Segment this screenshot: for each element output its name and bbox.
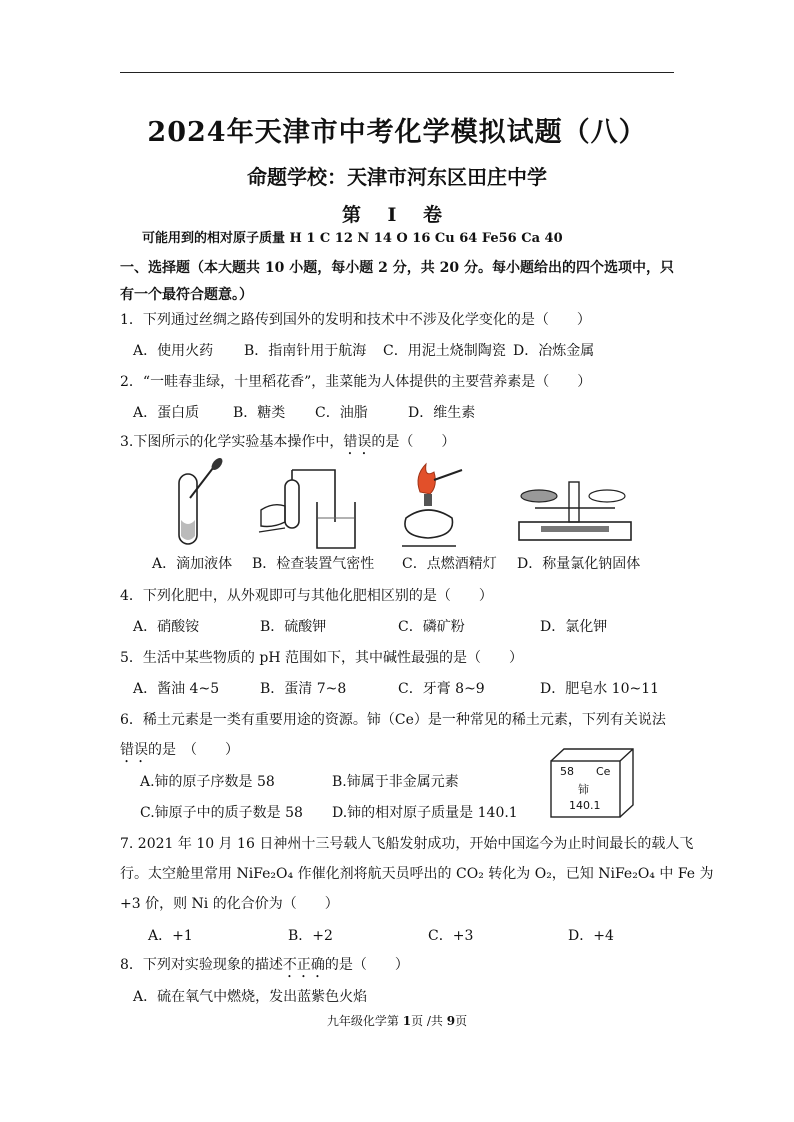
- q7-stem-line3: +3 价，则 Ni 的化合价为（ ）: [120, 896, 339, 912]
- q3-option-b: B．检查装置气密性: [252, 556, 375, 572]
- q5-option-a: A．酱油 4~5: [133, 681, 220, 697]
- q4-option-b: B．硫酸钾: [260, 619, 327, 635]
- q5-option-d: D．肥皂水 10~11: [540, 681, 660, 697]
- q1-option-a: A．使用火药: [133, 343, 214, 359]
- airtightness-apparatus-illustration: [255, 462, 375, 554]
- q7-option-c: C．+3: [428, 928, 474, 944]
- section-instructions: 一、选择题（本大题共 10 小题，每小题 2 分，共 20 分。每小题给出的四个选项中，只有一个最符合题意。）: [120, 260, 674, 303]
- q3-option-a: A．滴加液体: [152, 556, 233, 572]
- q8-stem: 8．下列对实验现象的描述不正确的是（ ）: [120, 957, 409, 973]
- total-page-count: 9: [446, 1014, 456, 1028]
- element-mass: 140.1: [569, 799, 601, 812]
- q6-option-d: D.铈的相对原子质量是 140.1: [332, 805, 518, 821]
- q3-option-d: D．称量氯化钠固体: [517, 556, 641, 572]
- q3-emphasis: 错误: [343, 434, 372, 450]
- q6-option-b: B.铈属于非金属元素: [332, 774, 459, 790]
- cerium-element-cell: [550, 748, 634, 818]
- q1-option-b: B．指南针用于航海: [244, 343, 367, 359]
- page-footer: 九年级化学第 1页 /共 9页: [326, 1014, 468, 1028]
- school-line: 命题学校：天津市河东区田庄中学: [247, 165, 547, 189]
- q7-stem-line1: 7. 2021 年 10 月 16 日神州十三号载人飞船发射成功，开始中国迄今为止时间最长的载人飞: [120, 836, 694, 852]
- element-name: 铈: [578, 783, 589, 796]
- alcohol-lamp-illustration: [400, 462, 470, 552]
- q6-option-c: C.铈原子中的质子数是 58: [140, 805, 303, 821]
- q3-option-c: C．点燃酒精灯: [402, 556, 497, 572]
- q2-stem: 2．“一畦春韭绿，十里稻花香”，韭菜能为人体提供的主要营养素是（ ）: [120, 374, 592, 390]
- exam-title: 2024年天津市中考化学模拟试题（八）: [147, 117, 647, 148]
- current-page-number: 1: [402, 1014, 412, 1028]
- q6-stem-cont: 错误的是 （ ）: [120, 742, 239, 758]
- dropper-test-tube-illustration: [165, 458, 237, 550]
- q8-option-a: A．硫在氧气中燃烧，发出蓝紫色火焰: [133, 989, 368, 1005]
- q3-stem: 3.下图所示的化学实验基本操作中，错误的是（ ）: [120, 434, 456, 450]
- q6-stem: 6．稀土元素是一类有重要用途的资源。铈（Ce）是一种常见的稀土元素，下列有关说法: [120, 712, 666, 728]
- q7-option-b: B．+2: [288, 928, 333, 944]
- q1-option-c: C．用泥土烧制陶瓷: [383, 343, 506, 359]
- q2-option-c: C．油脂: [315, 405, 368, 421]
- q2-option-d: D．维生素: [408, 405, 476, 421]
- q6-emphasis: 错误: [120, 742, 148, 758]
- q8-emphasis: 不正确: [282, 957, 325, 973]
- q5-option-b: B．蛋清 7~8: [260, 681, 347, 697]
- q2-option-b: B．糖类: [233, 405, 286, 421]
- q4-option-c: C．磷矿粉: [398, 619, 465, 635]
- balance-scale-illustration: [515, 462, 635, 552]
- q7-option-a: A．+1: [148, 928, 193, 944]
- element-symbol: Ce: [596, 765, 611, 778]
- q2-option-a: A．蛋白质: [133, 405, 200, 421]
- q1-option-d: D．冶炼金属: [513, 343, 595, 359]
- element-number: 58: [560, 765, 574, 778]
- q4-option-a: A．硝酸铵: [133, 619, 200, 635]
- atomic-masses: 可能用到的相对原子质量 H 1 C 12 N 14 O 16 Cu 64 Fe56 Ca 40: [142, 231, 563, 246]
- q6-option-a: A.铈的原子序数是 58: [140, 774, 275, 790]
- volume-heading: 第 Ⅰ 卷: [341, 204, 453, 226]
- q5-stem: 5．生活中某些物质的 pH 范围如下，其中碱性最强的是（ ）: [120, 650, 523, 666]
- q1-stem: 1．下列通过丝绸之路传到国外的发明和技术中不涉及化学变化的是（ ）: [120, 312, 591, 328]
- q4-option-d: D．氯化钾: [540, 619, 608, 635]
- q5-option-c: C．牙膏 8~9: [398, 681, 485, 697]
- q4-stem: 4．下列化肥中，从外观即可与其他化肥相区别的是（ ）: [120, 588, 493, 604]
- header-rule: [120, 72, 674, 73]
- q7-option-d: D．+4: [568, 928, 614, 944]
- q7-stem-line2: 行。太空舱里常用 NiFe₂O₄ 作催化剂将航天员呼出的 CO₂ 转化为 O₂，已知 NiFe₂O₄ 中 Fe 为: [120, 866, 714, 882]
